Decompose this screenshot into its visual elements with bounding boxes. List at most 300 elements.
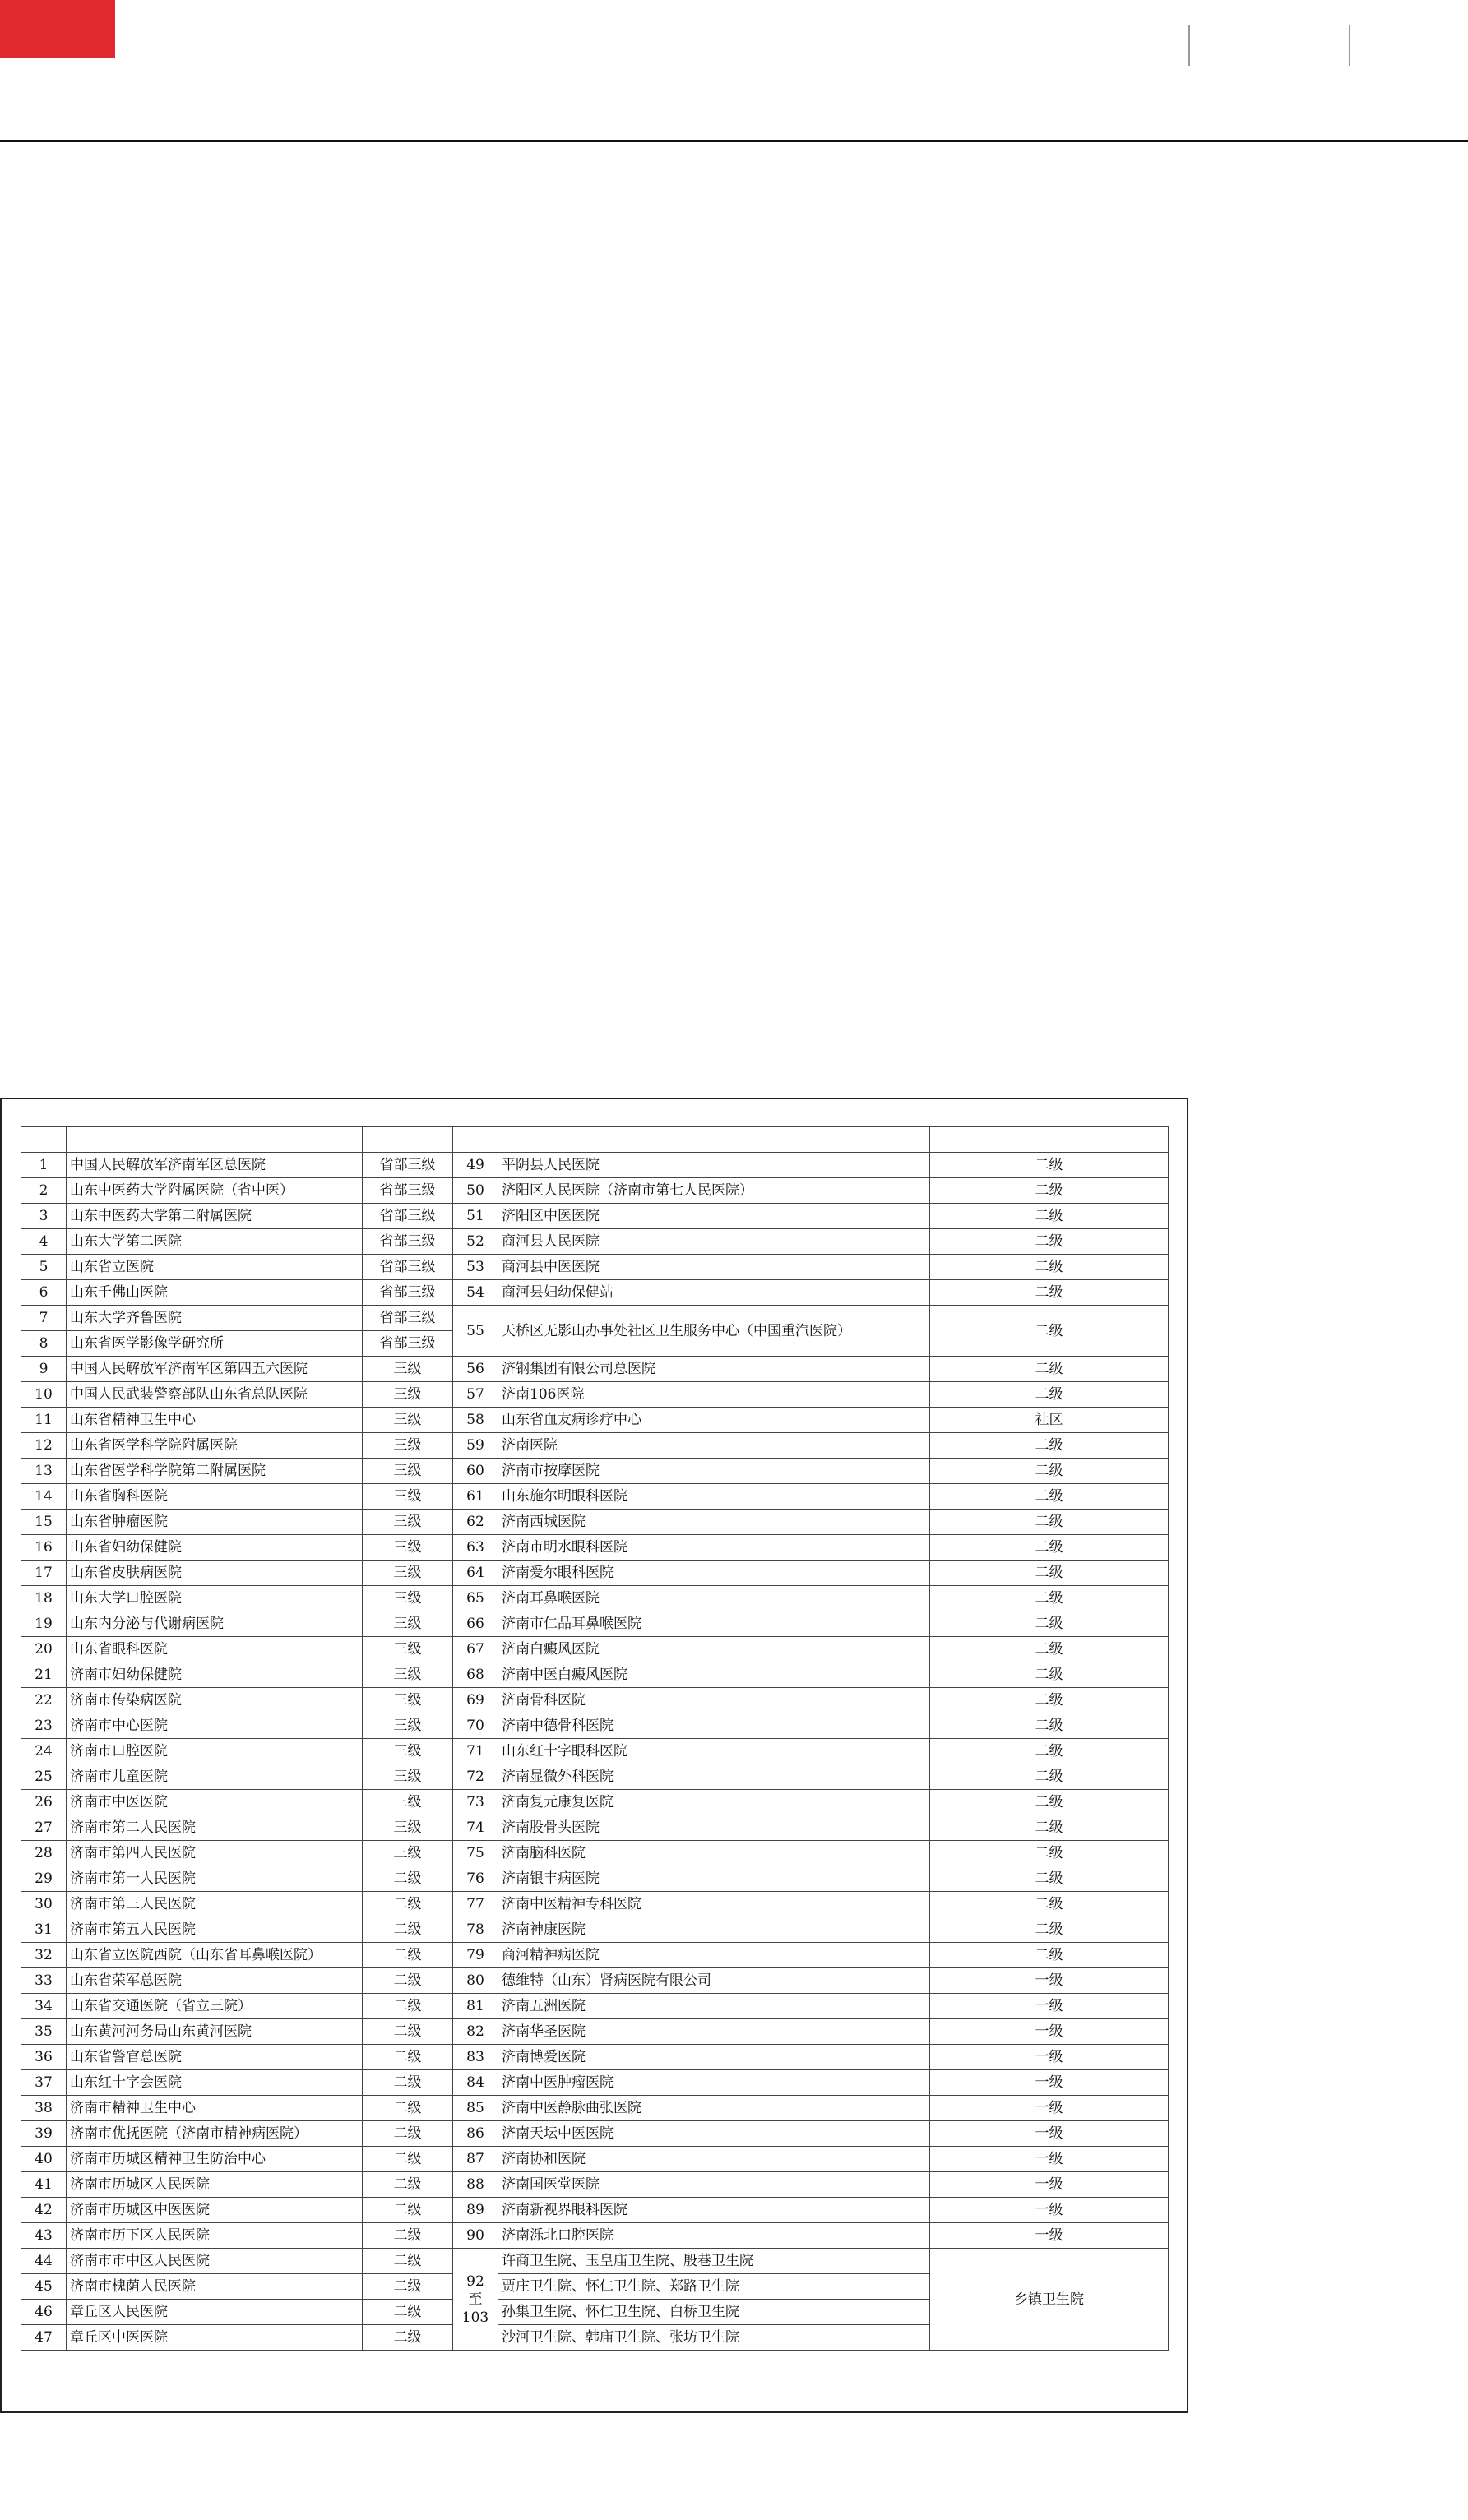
table-cell: 82	[453, 2019, 498, 2045]
table-row	[21, 1815, 1169, 1841]
table-header-row	[21, 1127, 1169, 1153]
table-cell: 15	[21, 1510, 67, 1535]
table-cell: 47	[21, 2325, 67, 2351]
table-row	[21, 2070, 1169, 2096]
table-cell: 6	[21, 1280, 67, 1306]
table-cell: 二级	[363, 2096, 453, 2121]
table-cell: 27	[21, 1815, 67, 1841]
table-cell: 二级	[930, 1561, 1169, 1586]
column-header	[67, 1127, 363, 1153]
table-cell: 65	[453, 1586, 498, 1611]
table-cell: 12	[21, 1433, 67, 1459]
table-cell: 50	[453, 1178, 498, 1204]
table-cell: 58	[453, 1408, 498, 1433]
table-cell: 沙河卫生院、韩庙卫生院、张坊卫生院	[498, 2325, 930, 2351]
table-cell: 省部三级	[363, 1229, 453, 1255]
table-cell: 76	[453, 1866, 498, 1892]
table-cell: 济南市市中区人民医院	[67, 2249, 363, 2274]
table-cell: 57	[453, 1382, 498, 1408]
table-cell: 三级	[363, 1459, 453, 1484]
table-row	[21, 2172, 1169, 2198]
table-row	[21, 1764, 1169, 1790]
table-cell: 35	[21, 2019, 67, 2045]
table-cell: 1	[21, 1153, 67, 1178]
table-cell: 商河县人民医院	[498, 1229, 930, 1255]
column-header	[930, 1127, 1169, 1153]
table-row	[21, 1637, 1169, 1662]
table-cell: 济南市中心医院	[67, 1713, 363, 1739]
table-cell: 济南市第一人民医院	[67, 1866, 363, 1892]
table-cell: 9	[21, 1357, 67, 1382]
table-cell: 26	[21, 1790, 67, 1815]
table-cell: 济南市历城区中医医院	[67, 2198, 363, 2223]
table-row	[21, 1662, 1169, 1688]
table-cell: 55	[453, 1306, 498, 1357]
table-row	[21, 1178, 1169, 1204]
table-cell: 贾庄卫生院、怀仁卫生院、郑路卫生院	[498, 2274, 930, 2300]
table-cell: 山东中医药大学第二附属医院	[67, 1204, 363, 1229]
table-cell: 90	[453, 2223, 498, 2249]
hospital-table	[21, 1126, 1169, 2351]
table-cell: 二级	[930, 1433, 1169, 1459]
table-cell: 二级	[363, 2172, 453, 2198]
table-cell: 山东红十字眼科医院	[498, 1739, 930, 1764]
table-cell: 三级	[363, 1484, 453, 1510]
table-row	[21, 1866, 1169, 1892]
table-cell: 30	[21, 1892, 67, 1917]
table-row	[21, 1153, 1169, 1178]
table-cell: 山东省皮肤病医院	[67, 1561, 363, 1586]
table-cell: 山东大学口腔医院	[67, 1586, 363, 1611]
table-cell: 31	[21, 1917, 67, 1943]
table-cell: 60	[453, 1459, 498, 1484]
table-cell: 中国人民解放军济南军区第四五六医院	[67, 1357, 363, 1382]
table-cell: 三级	[363, 1433, 453, 1459]
table-cell: 三级	[363, 1382, 453, 1408]
table-cell: 三级	[363, 1790, 453, 1815]
table-cell: 28	[21, 1841, 67, 1866]
table-cell: 22	[21, 1688, 67, 1713]
table-cell: 济南市仁品耳鼻喉医院	[498, 1611, 930, 1637]
table-cell: 二级	[363, 1943, 453, 1968]
table-cell: 三级	[363, 1357, 453, 1382]
table-cell: 89	[453, 2198, 498, 2223]
table-cell: 二级	[930, 1484, 1169, 1510]
table-cell: 济南市儿童医院	[67, 1764, 363, 1790]
table-cell: 11	[21, 1408, 67, 1433]
table-cell: 二级	[363, 1892, 453, 1917]
table-cell: 二级	[363, 2045, 453, 2070]
table-cell: 三级	[363, 1713, 453, 1739]
table-cell: 40	[21, 2147, 67, 2172]
table-cell: 二级	[363, 2325, 453, 2351]
table-cell: 济南国医堂医院	[498, 2172, 930, 2198]
table-cell: 省部三级	[363, 1153, 453, 1178]
table-row	[21, 1204, 1169, 1229]
table-cell: 17	[21, 1561, 67, 1586]
table-cell: 济南华圣医院	[498, 2019, 930, 2045]
table-cell: 62	[453, 1510, 498, 1535]
table-cell: 济南106医院	[498, 1382, 930, 1408]
table-cell: 济南市第四人民医院	[67, 1841, 363, 1866]
table-cell: 山东省警官总医院	[67, 2045, 363, 2070]
table-cell: 一级	[930, 2045, 1169, 2070]
table-cell: 59	[453, 1433, 498, 1459]
table-row	[21, 1280, 1169, 1306]
table-cell: 61	[453, 1484, 498, 1510]
column-header	[453, 1127, 498, 1153]
table-cell: 4	[21, 1229, 67, 1255]
table-cell: 德维特（山东）肾病医院有限公司	[498, 1968, 930, 1994]
column-header	[363, 1127, 453, 1153]
table-cell: 社区	[930, 1408, 1169, 1433]
table-cell: 二级	[363, 2249, 453, 2274]
table-cell: 济南中医肿瘤医院	[498, 2070, 930, 2096]
table-cell: 济南神康医院	[498, 1917, 930, 1943]
table-cell: 山东内分泌与代谢病医院	[67, 1611, 363, 1637]
table-cell: 二级	[930, 1841, 1169, 1866]
table-row	[21, 1994, 1169, 2019]
table-cell: 济南市传染病医院	[67, 1688, 363, 1713]
table-cell: 81	[453, 1994, 498, 2019]
table-cell: 济阳区中医医院	[498, 1204, 930, 1229]
table-cell: 三级	[363, 1561, 453, 1586]
table-cell: 86	[453, 2121, 498, 2147]
table-row	[21, 1382, 1169, 1408]
table-cell: 二级	[930, 1611, 1169, 1637]
table-cell: 二级	[930, 1229, 1169, 1255]
table-cell: 济南股骨头医院	[498, 1815, 930, 1841]
table-cell: 三级	[363, 1841, 453, 1866]
table-cell: 二级	[930, 1866, 1169, 1892]
table-cell: 山东大学第二医院	[67, 1229, 363, 1255]
table-row	[21, 1917, 1169, 1943]
table-cell: 三级	[363, 1586, 453, 1611]
table-cell: 山东红十字会医院	[67, 2070, 363, 2096]
table-cell: 济南市历下区人民医院	[67, 2223, 363, 2249]
table-cell: 中国人民解放军济南军区总医院	[67, 1153, 363, 1178]
table-cell: 二级	[363, 1866, 453, 1892]
table-cell: 二级	[363, 2147, 453, 2172]
table-cell: 二级	[363, 2070, 453, 2096]
table-cell: 三级	[363, 1637, 453, 1662]
table-cell: 济钢集团有限公司总医院	[498, 1357, 930, 1382]
table-cell: 18	[21, 1586, 67, 1611]
table-cell: 二级	[930, 1535, 1169, 1561]
table-row	[21, 1892, 1169, 1917]
table-cell: 三级	[363, 1535, 453, 1561]
table-cell: 3	[21, 1204, 67, 1229]
table-cell: 山东黄河河务局山东黄河医院	[67, 2019, 363, 2045]
table-row	[21, 1229, 1169, 1255]
table-cell: 山东省医学科学院第二附属医院	[67, 1459, 363, 1484]
table-cell: 二级	[930, 1204, 1169, 1229]
table-cell: 二级	[930, 1637, 1169, 1662]
table-cell: 7	[21, 1306, 67, 1331]
table-cell: 45	[21, 2274, 67, 2300]
table-row	[21, 2147, 1169, 2172]
table-cell: 中国人民武装警察部队山东省总队医院	[67, 1382, 363, 1408]
table-cell: 二级	[930, 1586, 1169, 1611]
column-header	[498, 1127, 930, 1153]
table-cell: 二级	[363, 1968, 453, 1994]
table-cell: 许商卫生院、玉皇庙卫生院、殷巷卫生院	[498, 2249, 930, 2274]
table-cell: 商河县中医医院	[498, 1255, 930, 1280]
table-cell: 70	[453, 1713, 498, 1739]
table-cell: 67	[453, 1637, 498, 1662]
table-cell: 56	[453, 1357, 498, 1382]
table-cell: 济南泺北口腔医院	[498, 2223, 930, 2249]
table-cell: 46	[21, 2300, 67, 2325]
table-cell: 二级	[930, 1815, 1169, 1841]
table-cell: 济南银丰病医院	[498, 1866, 930, 1892]
table-row	[21, 1739, 1169, 1764]
table-row	[21, 2249, 1169, 2274]
table-cell: 二级	[930, 1255, 1169, 1280]
table-cell: 二级	[363, 1917, 453, 1943]
table-cell: 省部三级	[363, 1255, 453, 1280]
table-cell: 66	[453, 1611, 498, 1637]
table-row	[21, 1535, 1169, 1561]
table-cell: 52	[453, 1229, 498, 1255]
table-cell: 二级	[930, 1178, 1169, 1204]
table-cell: 79	[453, 1943, 498, 1968]
table-cell: 三级	[363, 1688, 453, 1713]
table-cell: 济南新视界眼科医院	[498, 2198, 930, 2223]
table-row	[21, 1586, 1169, 1611]
header-divider	[1349, 25, 1350, 66]
table-cell: 13	[21, 1459, 67, 1484]
header-rule	[0, 140, 1468, 142]
table-row	[21, 1484, 1169, 1510]
hospital-table-body	[21, 1153, 1169, 2351]
table-cell: 山东大学齐鲁医院	[67, 1306, 363, 1331]
table-cell: 49	[453, 1153, 498, 1178]
table-cell: 二级	[930, 1459, 1169, 1484]
table-cell: 二级	[930, 1510, 1169, 1535]
section-tag	[0, 0, 115, 58]
table-cell: 省部三级	[363, 1204, 453, 1229]
table-cell: 68	[453, 1662, 498, 1688]
table-cell: 85	[453, 2096, 498, 2121]
table-cell: 济南市妇幼保健院	[67, 1662, 363, 1688]
table-cell: 二级	[930, 1943, 1169, 1968]
table-cell: 济南白癜风医院	[498, 1637, 930, 1662]
table-row	[21, 1561, 1169, 1586]
table-cell: 80	[453, 1968, 498, 1994]
table-cell: 33	[21, 1968, 67, 1994]
table-cell: 一级	[930, 1968, 1169, 1994]
table-cell: 2	[21, 1178, 67, 1204]
table-cell: 21	[21, 1662, 67, 1688]
table-cell: 济南协和医院	[498, 2147, 930, 2172]
table-cell: 济南市历城区精神卫生防治中心	[67, 2147, 363, 2172]
table-cell: 山东省眼科医院	[67, 1637, 363, 1662]
table-cell: 29	[21, 1866, 67, 1892]
table-cell: 二级	[930, 1662, 1169, 1688]
table-cell: 一级	[930, 2198, 1169, 2223]
table-cell: 天桥区无影山办事处社区卫生服务中心（中国重汽医院）	[498, 1306, 930, 1357]
table-cell: 济南复元康复医院	[498, 1790, 930, 1815]
table-cell: 5	[21, 1255, 67, 1280]
table-cell: 二级	[930, 1306, 1169, 1357]
table-cell: 88	[453, 2172, 498, 2198]
table-cell: 山东省胸科医院	[67, 1484, 363, 1510]
table-cell: 24	[21, 1739, 67, 1764]
table-cell: 商河精神病医院	[498, 1943, 930, 1968]
table-cell: 济南医院	[498, 1433, 930, 1459]
table-cell: 乡镇卫生院	[930, 2249, 1169, 2351]
table-cell: 19	[21, 1611, 67, 1637]
table-cell: 一级	[930, 2172, 1169, 2198]
table-cell: 二级	[930, 1764, 1169, 1790]
table-cell: 济南市历城区人民医院	[67, 2172, 363, 2198]
table-row	[21, 1688, 1169, 1713]
table-cell: 济南西城医院	[498, 1510, 930, 1535]
table-cell: 济南市明水眼科医院	[498, 1535, 930, 1561]
table-cell: 山东省妇幼保健院	[67, 1535, 363, 1561]
table-row	[21, 1713, 1169, 1739]
table-cell: 济南市第五人民医院	[67, 1917, 363, 1943]
table-cell: 71	[453, 1739, 498, 1764]
table-cell: 32	[21, 1943, 67, 1968]
table-cell: 山东省医学影像学研究所	[67, 1331, 363, 1357]
table-cell: 38	[21, 2096, 67, 2121]
table-cell: 济南骨科医院	[498, 1688, 930, 1713]
table-cell: 三级	[363, 1408, 453, 1433]
table-cell: 省部三级	[363, 1306, 453, 1331]
table-cell: 二级	[930, 1382, 1169, 1408]
table-cell: 54	[453, 1280, 498, 1306]
table-cell: 济南中德骨科医院	[498, 1713, 930, 1739]
table-cell: 济南天坛中医医院	[498, 2121, 930, 2147]
table-cell: 16	[21, 1535, 67, 1561]
table-cell: 山东省血友病诊疗中心	[498, 1408, 930, 1433]
table-cell: 济南市第二人民医院	[67, 1815, 363, 1841]
table-cell: 省部三级	[363, 1331, 453, 1357]
table-cell: 二级	[930, 1917, 1169, 1943]
table-cell: 济南脑科医院	[498, 1841, 930, 1866]
table-cell: 72	[453, 1764, 498, 1790]
table-cell: 山东省肿瘤医院	[67, 1510, 363, 1535]
table-cell: 二级	[363, 2198, 453, 2223]
table-cell: 二级	[930, 1739, 1169, 1764]
table-cell: 二级	[363, 2019, 453, 2045]
table-cell: 53	[453, 1255, 498, 1280]
table-cell: 一级	[930, 2121, 1169, 2147]
table-cell: 25	[21, 1764, 67, 1790]
table-cell: 41	[21, 2172, 67, 2198]
table-row	[21, 2121, 1169, 2147]
table-cell: 73	[453, 1790, 498, 1815]
table-row	[21, 1968, 1169, 1994]
table-cell: 二级	[363, 1994, 453, 2019]
table-cell: 二级	[363, 2121, 453, 2147]
table-cell: 济南显微外科医院	[498, 1764, 930, 1790]
table-row	[21, 2096, 1169, 2121]
table-cell: 10	[21, 1382, 67, 1408]
table-cell: 二级	[363, 2274, 453, 2300]
table-cell: 36	[21, 2045, 67, 2070]
table-cell: 济南中医白癜风医院	[498, 1662, 930, 1688]
table-cell: 山东省医学科学院附属医院	[67, 1433, 363, 1459]
table-cell: 济南中医精神专科医院	[498, 1892, 930, 1917]
table-cell: 44	[21, 2249, 67, 2274]
table-cell: 山东千佛山医院	[67, 1280, 363, 1306]
table-row	[21, 1790, 1169, 1815]
table-cell: 75	[453, 1841, 498, 1866]
table-cell: 64	[453, 1561, 498, 1586]
table-cell: 51	[453, 1204, 498, 1229]
table-row	[21, 2198, 1169, 2223]
table-cell: 39	[21, 2121, 67, 2147]
table-cell: 42	[21, 2198, 67, 2223]
table-cell: 78	[453, 1917, 498, 1943]
table-cell: 济南五洲医院	[498, 1994, 930, 2019]
table-row	[21, 2045, 1169, 2070]
table-cell: 济南市中医医院	[67, 1790, 363, 1815]
table-cell: 山东省交通医院（省立三院）	[67, 1994, 363, 2019]
table-cell: 山东省精神卫生中心	[67, 1408, 363, 1433]
table-cell: 一级	[930, 2070, 1169, 2096]
table-cell: 省部三级	[363, 1178, 453, 1204]
table-cell: 山东省荣军总医院	[67, 1968, 363, 1994]
table-cell: 69	[453, 1688, 498, 1713]
table-cell: 一级	[930, 2147, 1169, 2172]
table-cell: 三级	[363, 1611, 453, 1637]
table-cell: 济南市精神卫生中心	[67, 2096, 363, 2121]
table-row	[21, 1841, 1169, 1866]
table-cell: 济南耳鼻喉医院	[498, 1586, 930, 1611]
table-cell: 92 至103	[453, 2249, 498, 2351]
table-cell: 章丘区人民医院	[67, 2300, 363, 2325]
table-cell: 63	[453, 1535, 498, 1561]
table-cell: 一级	[930, 1994, 1169, 2019]
table-cell: 省部三级	[363, 1280, 453, 1306]
table-cell: 23	[21, 1713, 67, 1739]
table-cell: 济南市按摩医院	[498, 1459, 930, 1484]
table-cell: 37	[21, 2070, 67, 2096]
table-cell: 济南市优抚医院（济南市精神病医院）	[67, 2121, 363, 2147]
table-row	[21, 1943, 1169, 1968]
table-cell: 章丘区中医医院	[67, 2325, 363, 2351]
table-row	[21, 1510, 1169, 1535]
table-cell: 77	[453, 1892, 498, 1917]
table-cell: 34	[21, 1994, 67, 2019]
table-cell: 三级	[363, 1764, 453, 1790]
table-cell: 济南博爱医院	[498, 2045, 930, 2070]
table-row	[21, 1255, 1169, 1280]
table-cell: 20	[21, 1637, 67, 1662]
table-cell: 济南市第三人民医院	[67, 1892, 363, 1917]
table-cell: 8	[21, 1331, 67, 1357]
table-cell: 一级	[930, 2096, 1169, 2121]
table-cell: 74	[453, 1815, 498, 1841]
table-cell: 山东省立医院	[67, 1255, 363, 1280]
table-cell: 三级	[363, 1815, 453, 1841]
table-row	[21, 2223, 1169, 2249]
table-cell: 二级	[930, 1892, 1169, 1917]
table-cell: 三级	[363, 1510, 453, 1535]
table-cell: 83	[453, 2045, 498, 2070]
table-cell: 济南市口腔医院	[67, 1739, 363, 1764]
table-cell: 山东省立医院西院（山东省耳鼻喉医院）	[67, 1943, 363, 1968]
table-cell: 山东中医药大学附属医院（省中医）	[67, 1178, 363, 1204]
table-cell: 一级	[930, 2223, 1169, 2249]
table-cell: 84	[453, 2070, 498, 2096]
table-cell: 济南爱尔眼科医院	[498, 1561, 930, 1586]
table-cell: 二级	[363, 2300, 453, 2325]
